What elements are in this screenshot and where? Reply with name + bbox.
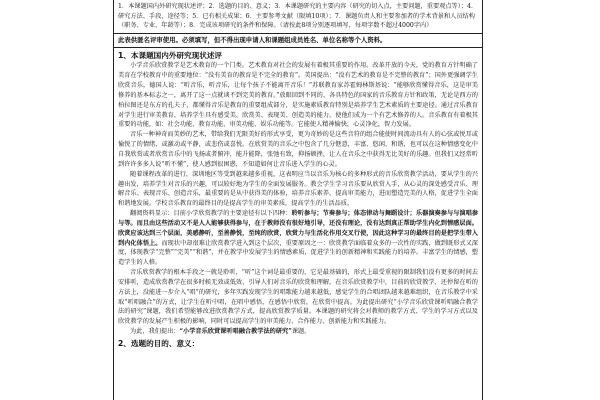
anonymity-notice: 此表供匿名评审使用。必须填写，但不得出现申请人和课题组成员姓名、单位名称等个人资料。 bbox=[118, 35, 387, 44]
paragraph-4-lead: 翻阅资料显示：目前小学欣赏教学的主要途径有以下四种： bbox=[130, 210, 292, 218]
section-2-heading: 2、选题的目的、意义： bbox=[118, 339, 200, 348]
paragraph-4-rest: 而现状中却很难让欣赏教学进入到这个层次，重要原因之一：欣赏教学面临着众多的一次性的实践，做到既形式又深度，体现教学“完整”“完美”“和谐”，并在教学中发展学生的情感素质，促进学生的创新精神和实践能力的培养。丰富学生的情感，塑造学生的人格。 bbox=[118, 239, 478, 267]
review-content bbox=[114, 48, 482, 350]
project-title: “小学音乐欣赏课听唱融合教学法的研究” bbox=[179, 328, 292, 336]
paragraph-6 bbox=[118, 327, 478, 337]
paragraph-4 bbox=[118, 209, 478, 268]
paragraph-6-lead: 为此，我们提出： bbox=[130, 328, 180, 336]
paragraph-6-tail: 课题。 bbox=[291, 328, 311, 336]
instructions-text: 1．本课题国内外研究现状述评；2．选题的目的、意义；3．本课题研究的主要内容（研究的切入点，主要问题，重要观点等）；4．研究方法、手段、途径等；5．已有相关成果；6．主要参考文献（限填10项）；7．课题负责人和主要参加者的学术背景和人员结构（职务、专业、年龄等）；8．完成该项研究的条件和保障。（请按此8项分别逐项填写，每项字数不超过4000字内） bbox=[118, 3, 478, 30]
paragraph-4-emphasis: 聆听参与；节奏参与；体态律动与舞蹈设计；乐器演奏参与与演唱参与等。而且由这些活动又不是人人能够获得参与，在于教师没有很好地引导，还没有理论，没有达到真正帮助学生内化到情感层面。欣赏应该达到三个层面，美感静听，至善静悦，至纯的欣赏，欣赏力与生活化作用交叉行使，因此这种学习的最终目的是把学生带入到内化体悟上。 bbox=[118, 210, 479, 247]
application-form-page bbox=[113, 0, 483, 400]
paragraph-1: 小学音乐欣赏教学是艺术教育的一个门类。艺术教育对社会的发展有着极其重要的作用。改革开放的今天，党的教育方针明确了美育在学校教育中的重要地位：“没有美育的教育是不完全的教育”。美国提出：“没有艺术的教育是不完整的教育”；国外更强调学生欣赏音乐，德国人说：“听音乐，听音乐，让每个孩子不能离开音乐！”苏联教育家苏霍姆林斯基说：“能够欣赏懂得音乐，这是审美修养的基本标志之一，离开了这一点就谈不到完美的教育。”放眼回到不同的、各具特色的国家的音乐教育方针和政策，无论是西方的柏拉图还是东方的孔夫子，都懂得音乐是教育的重要组成部分，是实施素质教育特别是培养学生艺术素质的主要途径。通过音乐教育对学生进行审美教育，培养学生具有感受美、欣赏美、表现美、创造美的能力，使他们成为一个有艺术修养的人。音乐教育有着极其重要的功能，如：社会功能、教育功能、审美功能、娱乐功能等。它能使人精神愉快，心灵净化，智力发展。 bbox=[118, 62, 478, 129]
section-1-heading: 1、本课题国内外研究现状述评 bbox=[118, 51, 223, 61]
notice-box bbox=[114, 34, 482, 49]
paragraph-3: 随着课程改革的进行，深圳地区等受到越来越多重视，这表明应当以音乐为核心的多种形式的音乐欣赏教学活动，要从学生的兴趣出发，培养学生对音乐的兴趣，可以较好地为学生的全面发展服务。教会学生学习音乐要从欣赏入手，从心灵的深处感受音乐、理解音乐、表现音乐、创造音乐，最重要的是从中获得美的体验，培养音乐素养，提高审美能力，进而塑造完美的人格，促进学生全面和谐地发展。学校音乐教育的最终目的是提高学生的审美素质，提高学生的生活品质。 bbox=[118, 170, 478, 208]
instructions-box bbox=[114, 0, 482, 34]
paragraph-2: 音乐一种神奇而美妙的艺术，带给我们无限美好的形式享受，更为奇妙的是这些音符的组合能使时间流动具有人的心弦或悦耳或愉悦了的情绪，或激动或平静，或悲伤或喜悦。在欣赏美的音乐之中包含了几分惬意，丰富、悠闲、和谐，也可以在这种情感变化中自我欣赏或者欣赏音乐中的飞扬或者俯冲，能升能降，张弛有致，抑扬顿挫，让人在音乐之中获得无比美好的乐趣。但我们又经常听到许许多多人说“听不懂”，使人感到很困惑，不知道如何让音乐进入学生的心灵。 bbox=[118, 131, 478, 168]
paragraph-5: 音乐欣赏教学的根本手段之一就是聆听，“听”这个词是最重要的，它是最基础的，形式上最受重视的限制我们没有更多的时间去安排听，造成欣赏教学在很多时候无效或低效，引导人们对音乐的欣赏和理解，在音乐欣赏教学中，目前的欣赏教学，还停留在听的方法上，没能进一步介入“唱”的研究，多年实践发现学生的唱歌能力越来越低，感觉学生的合唱团队越来越难组织，在音乐教学中采取“听唱融合”的方式，让学生在听中唱，在唱中感悟，在感悟中欣赏，在欣赏中提高。为此提出研究“小学音乐欣赏课听唱融合教学法的研究”课题，我们希望能够改进欣赏教学方式，提高欣赏教学质量。本课题的研究将会对教师的教学方式、学生的学习方式以及欣赏教学的发展产生积极的影响，同时可以提高学生的审美能力、合作能力、创新能力和实践能力。 bbox=[118, 269, 478, 326]
